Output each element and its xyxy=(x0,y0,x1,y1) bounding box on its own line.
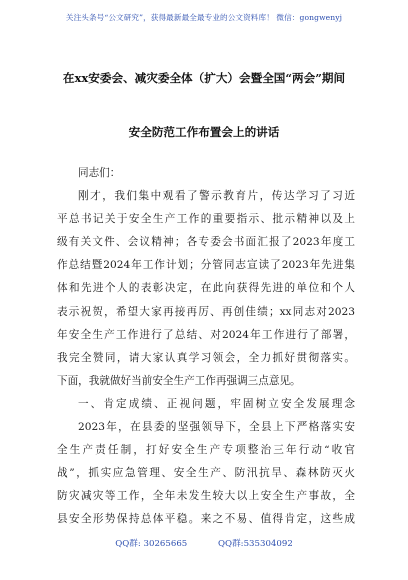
paragraph-line: 刚才，我们集中观看了警示教育片，传达学习了习近 xyxy=(78,190,355,203)
qq-group-2: QQ群:535304092 xyxy=(218,539,293,549)
paragraph-line: 平总书记关于安全生产工作的重要指示、批示精神以及上 xyxy=(57,213,355,226)
paragraph-line: 作总结暨2024年工作计划；分管同志宣读了2023年先进集 xyxy=(57,259,355,272)
paragraph-line: 防灾减灾等工作，全年未发生较大以上安全生产事故，全 xyxy=(57,490,355,503)
paragraph-line: 级有关文件、会议精神；各专委会书面汇报了2023年度工 xyxy=(57,236,355,249)
promo-banner: 关注头条号“公文研究”，获得最新最全最专业的公文资料库！ 微信：gongwenyj xyxy=(65,13,343,22)
paragraph-line: 我完全赞同，请大家认真学习领会，全力抓好贯彻落实。 xyxy=(57,351,355,364)
section-heading: 一、肯定成绩、正视问题，牢固树立安全发展理念 xyxy=(78,397,355,410)
salutation: 同志们： xyxy=(78,167,121,179)
document-body xyxy=(57,162,355,532)
page-footer xyxy=(0,537,408,549)
paragraph-line: 全生产责任制，打好安全生产专项整治三年行动“收官 xyxy=(57,444,355,457)
paragraph-line: 体和先进个人的表彰决定，在此向获得先进的单位和个人 xyxy=(57,282,355,295)
paragraph-line: 2023年，在县委的坚强领导下，全县上下严格落实安 xyxy=(78,421,355,434)
paragraph-line: 年安全生产工作进行了总结、对2024年工作进行了部署， xyxy=(57,328,355,341)
paragraph-line: 战”，抓实应急管理、安全生产、防汛抗旱、森林防灭火 xyxy=(57,467,355,480)
paragraph-line: 下面，我就做好当前安全生产工作再强调三点意见。 xyxy=(57,374,301,387)
paragraph-line: 县安全形势保持总体平稳。来之不易、值得肯定，这些成 xyxy=(57,513,355,526)
paragraph-line: 表示祝贺，希望大家再接再厉、再创佳绩；xx同志对2023 xyxy=(57,305,355,318)
document-title-line-1: 在xx安委会、减灾委全体（扩大）会暨全国“两会”期间 xyxy=(62,71,346,85)
document-title-line-2: 安全防范工作布置会上的讲话 xyxy=(128,125,280,139)
qq-group-1: QQ群: 30265665 xyxy=(115,539,188,549)
